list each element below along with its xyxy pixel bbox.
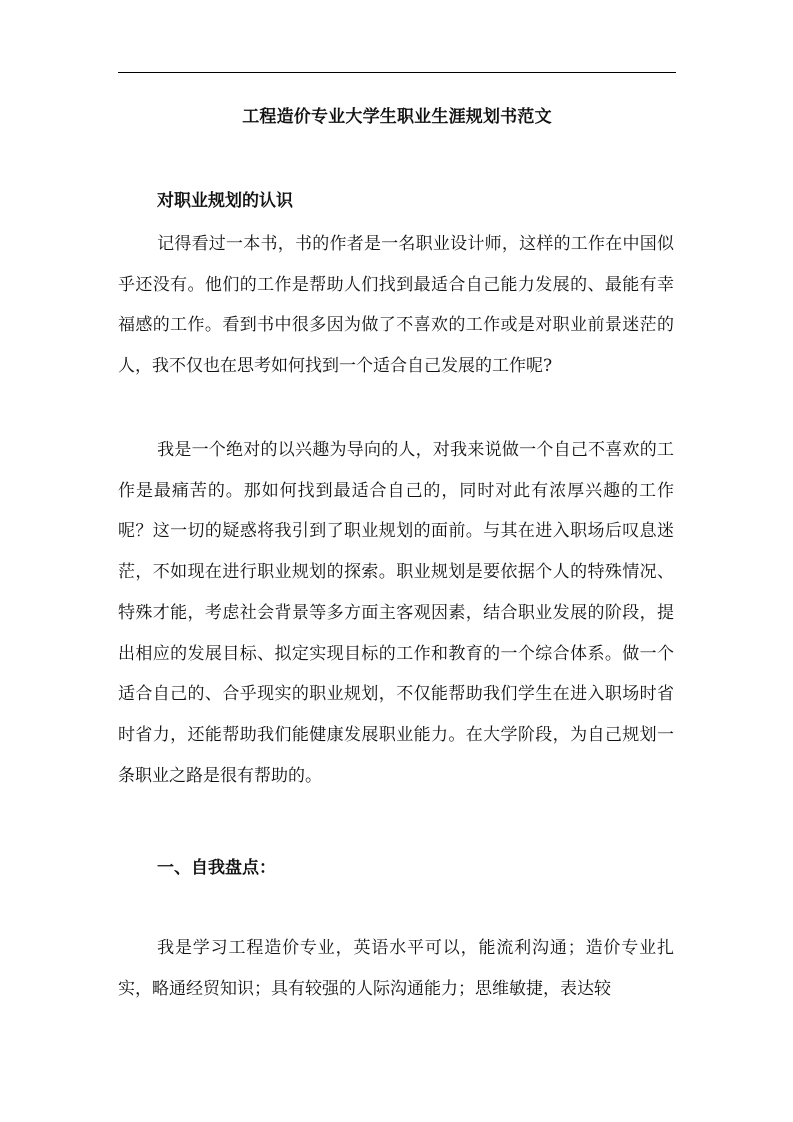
paragraph: 我是一个绝对的以兴趣为导向的人，对我来说做一个自己不喜欢的工作是最痛苦的。那如何找到最适合自己的，同时对此有浓厚兴趣的工作呢？这一切的疑惑将我引到了职业规划的面前。与其在进入职场后叹息迷茫，不如现在进行职业规划的探索。职业规划是要依据个人的特殊情况、特殊才能，考虑社会背景等多方面主客观因素，结合职业发展的阶段，提出相应的发展目标、拟定实现目标的工作和教育的一个综合体系。做一个适合自己的、合乎现实的职业规划，不仅能帮助我们学生在进入职场时省时省力，还能帮助我们能健康发展职业能力。在大学阶段，为自己规划一条职业之路是很有帮助的。 bbox=[118, 440, 674, 786]
section-heading-career-planning: 对职业规划的认识 bbox=[157, 191, 293, 211]
paragraph: 记得看过一本书，书的作者是一名职业设计师，这样的工作在中国似乎还没有。他们的工作是帮助人们找到最适合自己能力发展的、最能有幸福感的工作。看到书中很多因为做了不喜欢的工作或是对职业前景迷茫的人，我不仅也在思考如何找到一个适合自己发展的工作呢? bbox=[118, 234, 674, 377]
section-heading-self-assessment: 一、自我盘点： bbox=[157, 858, 276, 878]
paragraph: 我是学习工程造价专业，英语水平可以，能流利沟通；造价专业扎实，略通经贸知识；具有较强的人际沟通能力；思维敏捷，表达较 bbox=[118, 938, 674, 999]
document-title: 工程造价专业大学生职业生涯规划书范文 bbox=[242, 107, 552, 127]
header-rule bbox=[118, 72, 676, 73]
